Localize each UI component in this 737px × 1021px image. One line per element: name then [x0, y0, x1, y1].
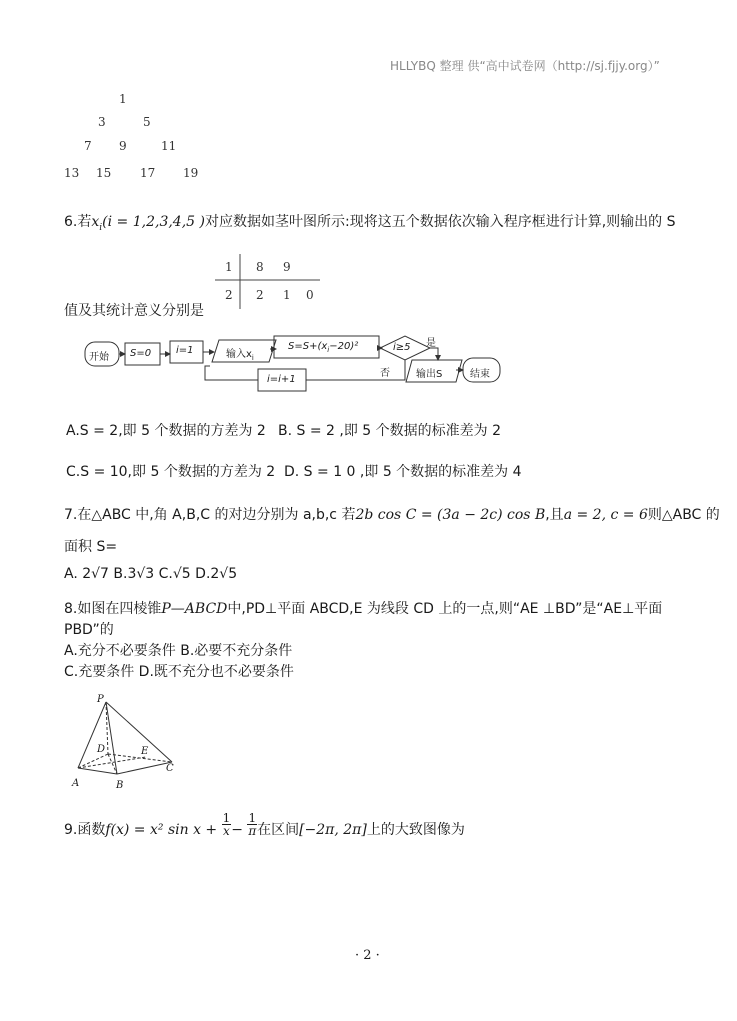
- flow-formula-a: S=S+(x: [288, 341, 328, 352]
- q9-frac2-den: π: [248, 824, 257, 838]
- q9-function: f(x) = x² sin x +: [105, 821, 218, 838]
- vertex-e-label: E: [141, 746, 149, 757]
- triangle-cell: 1: [119, 92, 127, 106]
- flow-formula: [288, 341, 358, 354]
- q8-text-b: 中,PD⊥平面 ABCD,E 为线段 CD 上的一点,则“AE ⊥BD”是“AE⊥平面: [227, 601, 663, 617]
- stem: 1: [225, 260, 233, 274]
- flow-init-s: S=0: [130, 348, 152, 359]
- q9-interval: [−2π, 2π]: [299, 821, 367, 838]
- q9-frac1-den: x: [223, 824, 230, 838]
- q7-text-c: 则△ABC 的: [647, 507, 720, 523]
- q9-frac1-num: 1: [222, 811, 231, 825]
- flow-no: 否: [380, 368, 390, 379]
- q6-option-b: B. S = 2 ,即 5 个数据的标准差为 2: [278, 423, 501, 439]
- triangle-cell: 15: [96, 166, 112, 180]
- triangle-cell: 13: [64, 166, 80, 180]
- q9-frac2-num: 1: [248, 811, 257, 825]
- page-number: · 2 ·: [355, 948, 380, 963]
- q6-text: 对应数据如茎叶图所示:现将这五个数据依次输入程序框进行计算,则输出的 S: [204, 214, 676, 230]
- flow-yes: 是: [426, 338, 436, 349]
- q6-xi: x: [91, 214, 100, 230]
- q7-values: a = 2, c = 6: [563, 507, 648, 523]
- q6-xi-sub: i: [99, 222, 103, 233]
- q6-option-d: D. S = 1 0 ,即 5 个数据的标准差为 4: [284, 464, 522, 480]
- q6-line2: 值及其统计意义分别是: [64, 303, 204, 319]
- stem: 2: [225, 288, 233, 302]
- q8-line1: [64, 598, 662, 618]
- leaf: 8: [256, 260, 264, 274]
- flow-formula-b: −20)²: [329, 341, 359, 352]
- q6-prefix: 6.若: [64, 214, 92, 230]
- triangle-cell: 11: [161, 139, 177, 153]
- flow-condition: i≥5: [393, 342, 411, 353]
- q8-options-ab: A.充分不必要条件 B.必要不充分条件: [64, 643, 293, 659]
- q6-option-c: C.S = 10,即 5 个数据的方差为 2: [66, 464, 276, 480]
- q7-text-a: 7.在△ABC 中,角 A,B,C 的对边分别为 a,b,c 若: [64, 507, 356, 523]
- q9-prefix: 9.函数: [64, 821, 106, 838]
- q6-index-range: (i = 1,2,3,4,5 ): [102, 214, 205, 230]
- flow-input-label: 输入x: [226, 349, 252, 360]
- leaf: 0: [306, 288, 314, 302]
- leaf: 1: [283, 288, 291, 302]
- q9-fraction-1: [222, 812, 232, 837]
- pyramid-figure: [70, 690, 185, 790]
- q7-equation: 2b cos C = (3a − 2c) cos B: [355, 507, 546, 523]
- header-credit: HLLYBQ 整理 供“高中试卷网（http://sj.fjjy.org）”: [390, 59, 660, 73]
- flow-input-sub: i: [251, 354, 254, 362]
- triangle-cell: 5: [143, 115, 151, 129]
- q9-line: [64, 812, 465, 837]
- q9-mid: 在区间: [257, 821, 300, 838]
- leaf: 9: [283, 260, 291, 274]
- vertex-d-label: D: [97, 744, 106, 755]
- q8-options-cd: C.充要条件 D.既不充分也不必要条件: [64, 664, 294, 680]
- triangle-cell: 3: [98, 115, 106, 129]
- vertex-b-label: B: [116, 780, 124, 791]
- q7-text-b: ,且: [545, 507, 564, 523]
- triangle-cell: 17: [140, 166, 156, 180]
- triangle-cell: 7: [84, 139, 92, 153]
- flow-start: 开始: [89, 352, 109, 363]
- triangle-cell: 9: [119, 139, 127, 153]
- q8-line2: PBD”的: [64, 622, 114, 638]
- q8-text-a: 8.如图在四棱锥: [64, 601, 162, 617]
- q7-options: A. 2√7 B.3√3 C.√5 D.2√5: [64, 566, 238, 582]
- q7-line1: [64, 504, 720, 524]
- q9-fraction-2: [247, 812, 257, 837]
- flow-increment: i=i+1: [267, 374, 296, 385]
- q6-line1: [64, 211, 676, 233]
- vertex-c-label: C: [166, 763, 174, 774]
- q9-suffix: 上的大致图像为: [366, 821, 465, 838]
- q8-pyramid-name: P—ABCD: [161, 601, 228, 617]
- flow-input: [226, 345, 254, 362]
- flow-init-i: i=1: [176, 345, 194, 356]
- q6-option-a: A.S = 2,即 5 个数据的方差为 2: [66, 423, 266, 439]
- leaf: 2: [256, 288, 264, 302]
- vertex-a-label: A: [72, 778, 80, 789]
- q7-line2: 面积 S=: [64, 539, 118, 555]
- q9-minus: −: [231, 821, 243, 838]
- vertex-p-label: P: [97, 694, 104, 705]
- triangle-cell: 19: [183, 166, 199, 180]
- flow-output: 输出S: [416, 369, 443, 380]
- flow-end: 结束: [470, 369, 490, 380]
- flow-formula-sub: i: [327, 346, 330, 354]
